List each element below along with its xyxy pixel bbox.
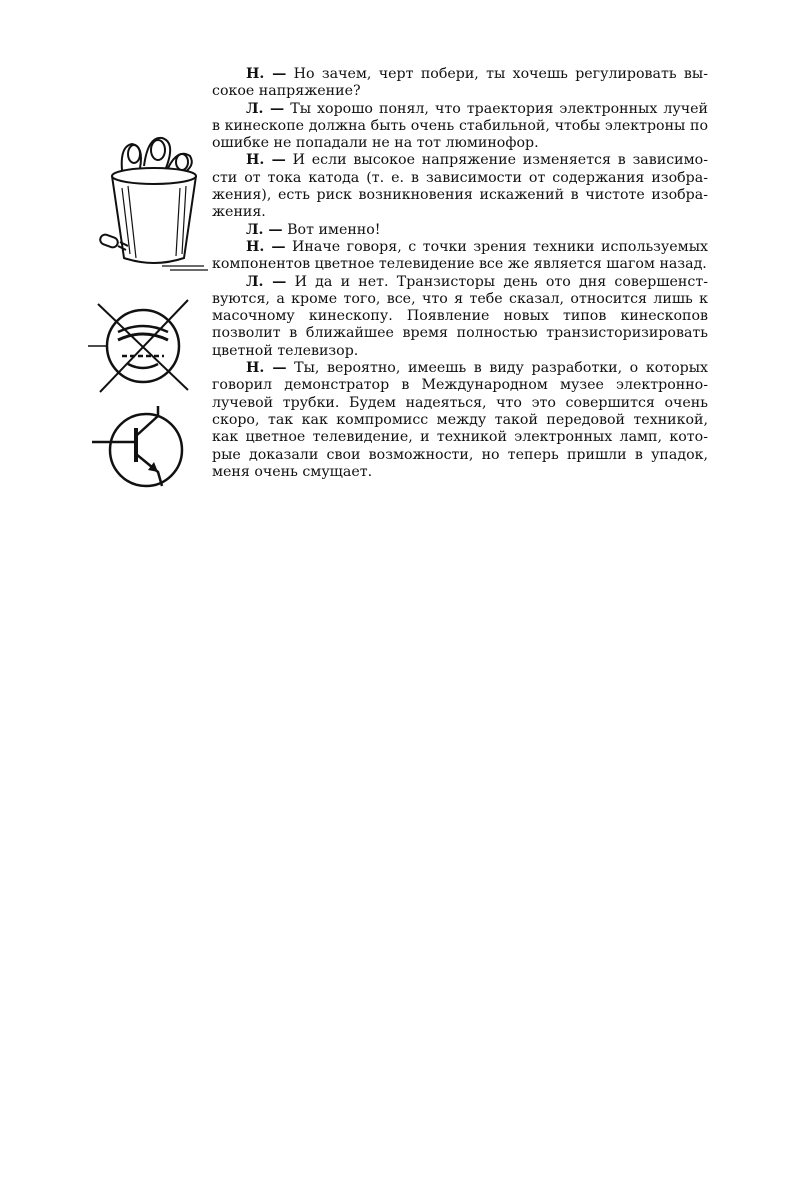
dialogue-paragraph — [212, 360, 708, 481]
dialogue-paragraph — [212, 101, 708, 153]
crossed-out-vacuum-tube-symbol-icon — [88, 292, 198, 398]
speaker-label: Л. — — [246, 100, 285, 117]
transistor-symbol-icon — [92, 402, 192, 494]
paragraph-text: Вот именно! — [282, 221, 381, 238]
waste-bucket-with-vacuum-tubes-icon — [92, 128, 212, 276]
paragraph-text: Ты, вероятно, имеешь в виду разработки, о которых говорил демонстратор в Международном музее электроннолучевой трубки. Будем надеяться, что это совершится очень скоро, так как компромисс между такой передовой техникой, как цветное телевидение, и техникой электронных ламп, которые доказали свои возможности, но теперь пришли в упадок, меня очень смущает. — [212, 360, 708, 480]
speaker-label: Н. — — [246, 360, 287, 377]
dialogue-text — [212, 66, 708, 481]
paragraph-text: И если высокое напряжение изменяется в зависимости от тока катода (т. е. в зависимости от содержания изображения), есть риск возникновения искажений в чистоте изображения. — [212, 152, 708, 221]
paragraph-text: Но зачем, черт побери, ты хочешь регулировать высокое напряжение? — [212, 66, 708, 100]
dialogue-paragraph — [212, 222, 708, 239]
paragraph-text: И да и нет. Транзисторы день ото дня совершенствуются, а кроме того, все, что я тебе сказал, относится лишь к масочному кинескопу. Появление новых типов кинескопов позволит в ближайшее время полностью транзисторизировать цветной телевизор. — [212, 273, 708, 359]
speaker-label: Л. — — [246, 273, 287, 290]
dialogue-paragraph — [212, 66, 708, 101]
speaker-label: Н. — — [246, 66, 287, 82]
dialogue-paragraph — [212, 152, 708, 221]
speaker-label: Н. — — [246, 238, 286, 255]
speaker-label: Н. — — [246, 152, 286, 169]
paragraph-text: Ты хорошо понял, что траектория электронных лучей в кинескопе должна быть очень стабильной, чтобы электроны по ошибке не попадали не на тот люминофор. — [212, 100, 708, 152]
dialogue-paragraph — [212, 274, 708, 360]
dialogue-paragraph — [212, 239, 708, 274]
speaker-label: Л. — — [246, 221, 283, 238]
paragraph-text: Иначе говоря, с точки зрения техники используемых компонентов цветное телевидение все же является шагом назад. — [212, 238, 708, 273]
